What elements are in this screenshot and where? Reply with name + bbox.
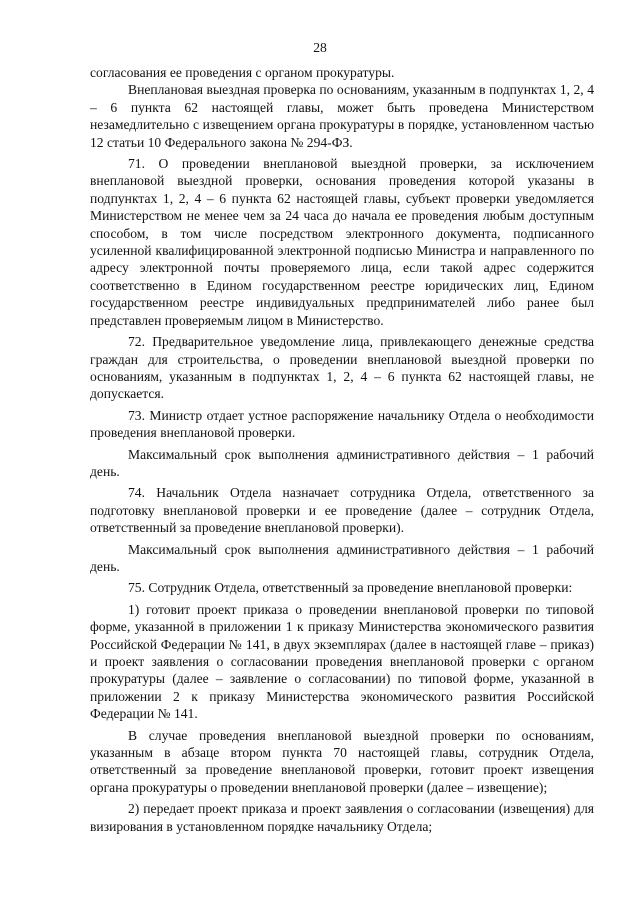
page-number: 28	[313, 40, 327, 55]
paragraph-75-item-1: 1) готовит проект приказа о проведении внеплановой проверки по типовой форме, указанной в приложении 1 к приказу Министерства экономического развития Российской Федерации № 141, в двух экземплярах (далее в настоящей главе – приказ) и проект заявления о согласовании проведения внеплановой проверки с органом прокуратуры (далее – заявление о согласовании) по типовой форме, указанной в приложении 2 к приказу Министерства экономического развития Российской Федерации № 141.	[90, 601, 594, 722]
paragraph-73: 73. Министр отдает устное распоряжение начальнику Отдела о необходимости проведения внеплановой проверки.	[90, 407, 594, 441]
paragraph-continuation: согласования ее проведения с органом прокуратуры.	[90, 65, 395, 80]
paragraph-75: 75. Сотрудник Отдела, ответственный за проведение внеплановой проверки:	[128, 580, 573, 596]
paragraph-75-item-2: 2) передает проект приказа и проект заявления о согласовании (извещения) для визирования в установленном порядке начальнику Отдела;	[90, 801, 594, 834]
paragraph-unscheduled-inspection: Внеплановая выездная проверка по основаниям, указанным в подпунктах 1, 2, 4 – 6 пункта 62 настоящей главы, может быть проведена Министерством незамедлительно с извещением органа прокуратуры в порядке, установленном частью 12 статьи 10 Федерального закона № 294-ФЗ.	[90, 82, 594, 150]
paragraph-max-term-2: Максимальный срок выполнения административного действия – 1 рабочий день.	[90, 541, 594, 574]
paragraph-notification-case: В случае проведения внеплановой выездной проверки по основаниям, указанным в абзаце втором пункта 70 настоящей главы, сотрудник Отдела, ответственный за проведение внеплановой проверки, готовит проект извещения органа прокуратуры о проведении внеплановой проверки (далее – извещение);	[90, 727, 594, 795]
document-body	[90, 64, 594, 835]
paragraph-max-term-1: Максимальный срок выполнения административного действия – 1 рабочий день.	[90, 446, 594, 479]
paragraph-71: 71. О проведении внеплановой выездной проверки, за исключением внеплановой выездной проверки, основания проведения которой указаны в подпунктах 1, 2, 4 – 6 пункта 62 настоящей главы, субъект проверки уведомляется Министерством не менее чем за 24 часа до начала ее проведения любым доступным способом, в том числе посредством электронного документа, подписанного усиленной квалифицированной электронной подписью Министра и направленного по адресу электронной почты проверяемого лица, если такой адрес содержится соответственно в Едином государственном реестре юридических лиц, Едином государственном реестре индивидуальных предпринимателей либо ранее был представлен проверяемым лицом в Министерство.	[90, 156, 594, 328]
paragraph-74: 74. Начальник Отдела назначает сотрудника Отдела, ответственного за подготовку внеплановой проверки и ее проведение (далее – сотрудник Отдела, ответственный за проведение внеплановой проверки).	[90, 485, 594, 536]
paragraph-72: 72. Предварительное уведомление лица, привлекающего денежные средства граждан для строительства, о проведении внеплановой выездной проверки по основаниям, указанным в подпунктах 1, 2, 4 – 6 пункта 62 настоящей главы, не допускается.	[90, 334, 594, 402]
